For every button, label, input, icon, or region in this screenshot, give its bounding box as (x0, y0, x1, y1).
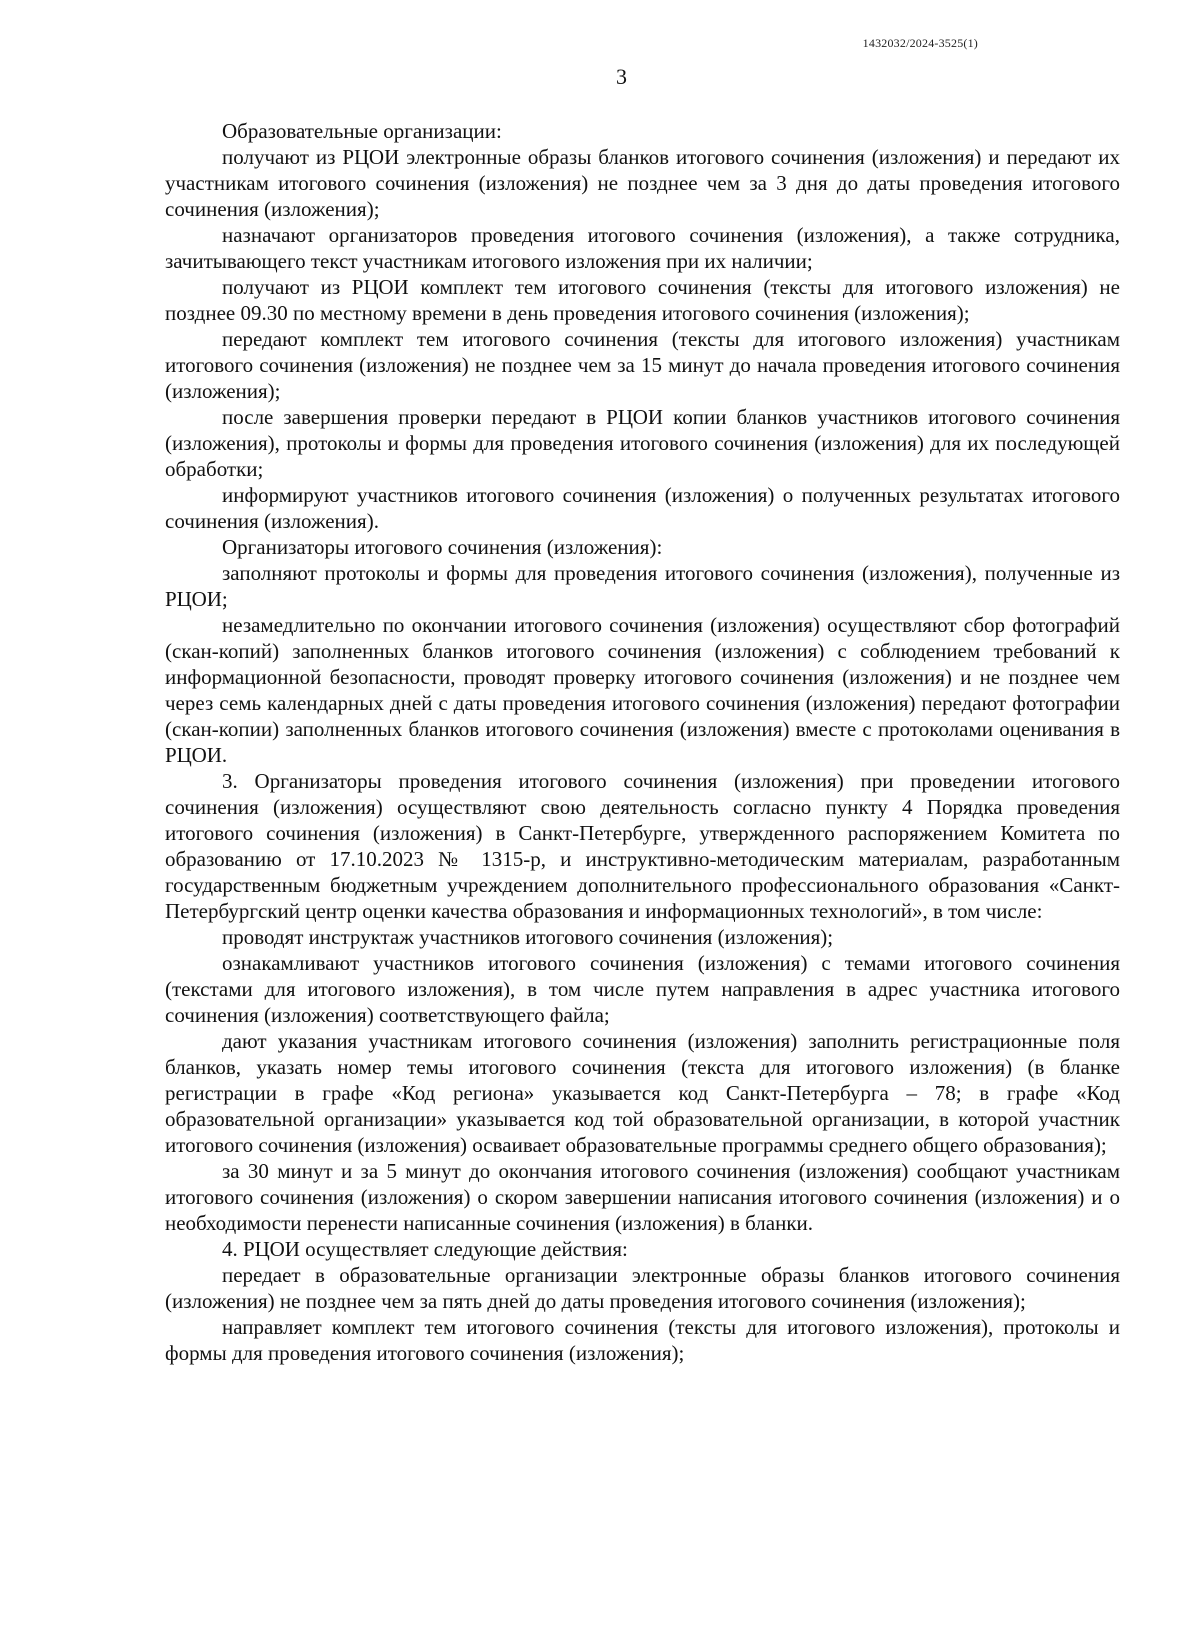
paragraph: информируют участников итогового сочинения (изложения) о полученных результатах итогового сочинения (изложения). (165, 483, 1120, 533)
paragraph: 4. РЦОИ осуществляет следующие действия: (222, 1237, 628, 1261)
document-body (165, 118, 1120, 1366)
paragraph: назначают организаторов проведения итогового сочинения (изложения), а также сотрудника, зачитывающего текст участникам итогового изложения при их наличии; (165, 223, 1120, 273)
paragraph: дают указания участникам итогового сочинения (изложения) заполнить регистрационные поля бланков, указать номер темы итогового сочинения (текста для итогового изложения) (в бланке регистрации в графе «Код региона» указывается код Санкт-Петербурга – 78; в графе «Код образовательной организации» указывается код той образовательной организации, в которой участник итогового сочинения (изложения) осваивает образовательные программы среднего общего образования); (165, 1029, 1120, 1157)
paragraph: за 30 минут и за 5 минут до окончания итогового сочинения (изложения) сообщают участникам итогового сочинения (изложения) о скором завершении написания итогового сочинения (изложения) и о необходимости перенести написанные сочинения (изложения) в бланки. (165, 1159, 1120, 1235)
paragraph: ознакамливают участников итогового сочинения (изложения) с темами итогового сочинения (текстами для итогового изложения), в том числе путем направления в адрес участника итогового сочинения (изложения) соответствующего файла; (165, 951, 1120, 1027)
paragraph: заполняют протоколы и формы для проведения итогового сочинения (изложения), полученные из РЦОИ; (165, 561, 1120, 611)
paragraph: проводят инструктаж участников итогового сочинения (изложения); (222, 925, 834, 949)
paragraph: передает в образовательные организации электронные образы бланков итогового сочинения (изложения) не позднее чем за пять дней до даты проведения итогового сочинения (изложения); (165, 1263, 1120, 1313)
paragraph: получают из РЦОИ комплект тем итогового сочинения (тексты для итогового изложения) не позднее 09.30 по местному времени в день проведения итогового сочинения (изложения); (165, 275, 1120, 325)
paragraph: незамедлительно по окончании итогового сочинения (изложения) осуществляют сбор фотографий (скан-копий) заполненных бланков итогового сочинения (изложения) с соблюдением требований к информационной безопасности, проводят проверку итогового сочинения (изложения) и не позднее чем через семь календарных дней с даты проведения итогового сочинения (изложения) передают фотографии (скан-копии) заполненных бланков итогового сочинения (изложения) вместе с протоколами оценивания в РЦОИ. (165, 613, 1120, 767)
paragraph: Организаторы итогового сочинения (изложения): (222, 535, 663, 559)
paragraph: направляет комплект тем итогового сочинения (тексты для итогового изложения), протоколы и формы для проведения итогового сочинения (изложения); (165, 1315, 1120, 1365)
paragraph: получают из РЦОИ электронные образы бланков итогового сочинения (изложения) и передают их участникам итогового сочинения (изложения) не позднее чем за 3 дня до даты проведения итогового сочинения (изложения); (165, 145, 1120, 221)
page-number: 3 (616, 64, 627, 89)
paragraph: 3. Организаторы проведения итогового сочинения (изложения) при проведении итогового сочинения (изложения) осуществляют свою деятельность согласно пункту 4 Порядка проведения итогового сочинения (изложения) в Санкт-Петербурге, утвержденного распоряжением Комитета по образованию от 17.10.2023 № 1315-р, и инструктивно-методическим материалам, разработанным государственным бюджетным учреждением дополнительного профессионального образования «Санкт-Петербургский центр оценки качества образования и информационных технологий», в том числе: (165, 769, 1120, 923)
paragraph: после завершения проверки передают в РЦОИ копии бланков участников итогового сочинения (изложения), протоколы и формы для проведения итогового сочинения (изложения) для их последующей обработки; (165, 405, 1120, 481)
document-id: 1432032/2024-3525(1) (862, 36, 978, 50)
paragraph: передают комплект тем итогового сочинения (тексты для итогового изложения) участникам итогового сочинения (изложения) не позднее чем за 15 минут до начала проведения итогового сочинения (изложения); (165, 327, 1120, 403)
paragraph: Образовательные организации: (222, 119, 502, 143)
